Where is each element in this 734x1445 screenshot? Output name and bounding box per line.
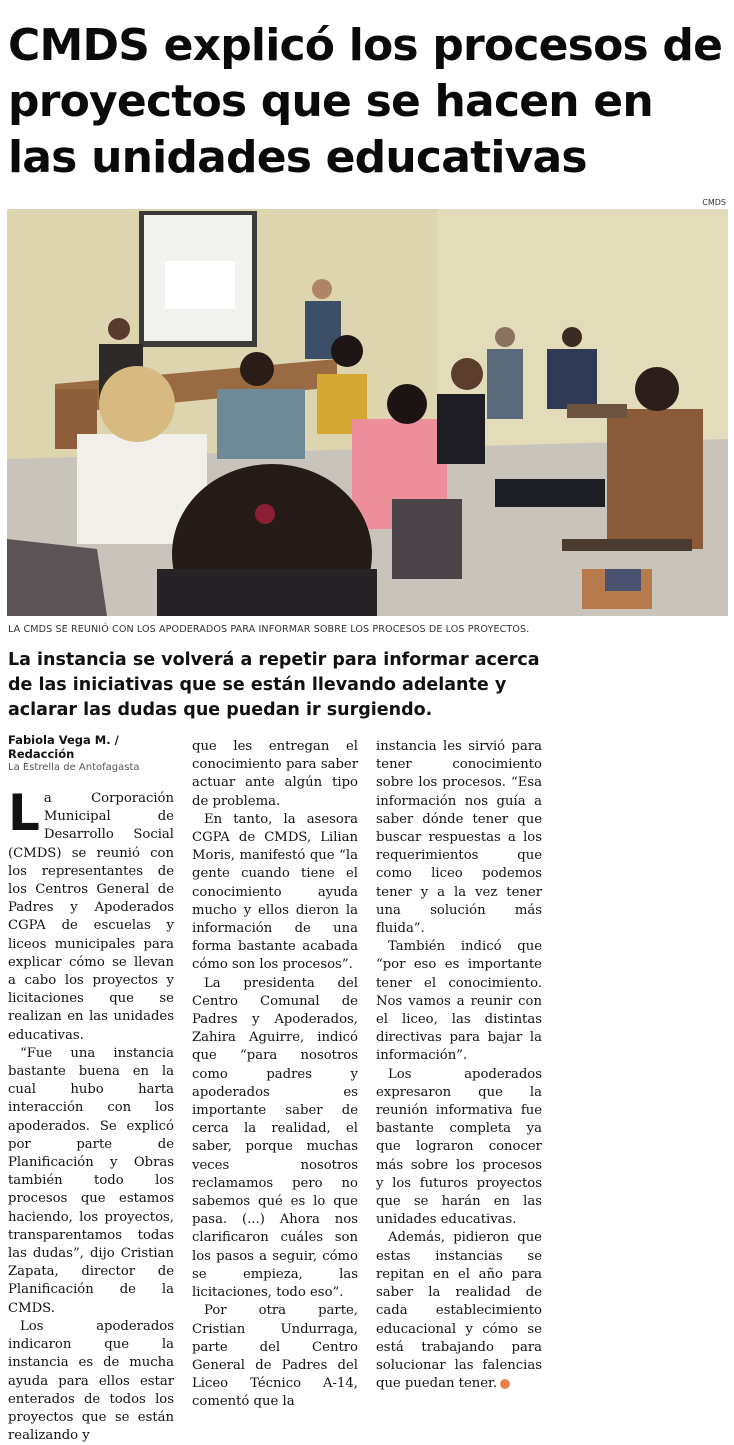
meeting-photo-illustration [7, 209, 728, 616]
drop-cap: L [8, 784, 40, 842]
paragraph: Los apoderados expresaron que la reunión informativa fue bastante completa ya que lograron conocer más sobre los procesos y los futuros proyectos que se harán en las unidades educativas. [376, 1066, 542, 1228]
outlet-name: La Estrella de Antofagasta [8, 762, 140, 773]
photo-caption: LA CMDS SE REUNIÓ CON LOS APODERADOS PARA INFORMAR SOBRE LOS PROCESOS DE LOS PROYECTOS. [8, 624, 530, 635]
paragraph-text: Además, pidieron que estas instancias se repitan en el año para saber la realidad de cada establecimiento educacional y cómo se está trabajando para solucionar las falencias que puedan tener. [376, 1230, 542, 1392]
paragraph: La presidenta del Centro Comunal de Padres y Apoderados, Zahira Aguirre, indicó que “para nosotros como padres y apoderados es importante saber de cerca la realidad, el saber, porque muchas veces nosotros reclamamos pero no sabemos qué es lo que pasa. (...) Ahora nos clarificaron cuáles son los pasos a seguir, cómo se empieza, las licitaciones, todo eso”. [192, 975, 358, 1301]
paragraph: que les entregan el conocimiento para saber actuar ante algún tipo de problema. [192, 739, 358, 809]
article-column-3 [376, 738, 542, 1393]
paragraph: “Fue una instancia bastante buena en la cual hubo harta interacción con los apoderados. Se explicó por parte de Planificación y Obras también todo los procesos que estamos haciendo, los proyectos, transparentamos todas las dudas”, dijo Cristian Zapata, director de Planificación de la CMDS. [8, 1045, 174, 1316]
paragraph-text: a Corporación Municipal de Desarrollo Social (CMDS) se reunió con los representantes de los Centros General de Padres y Apoderados CGPA de escuelas y liceos municipales para explicar cómo se llevan a cabo los proyectos y licitaciones que se realizan en las unidades educativas. [8, 791, 174, 1043]
deck-subtitle: La instancia se volverá a repetir para informar acerca de las iniciativas que se están llevando adelante y aclarar las dudas que puedan ir surgiendo. [8, 650, 540, 720]
article-column-1 [8, 784, 174, 1445]
paragraph [8, 784, 174, 1045]
paragraph: Por otra parte, Cristian Undurraga, parte del Centro General de Padres del Liceo Técnico A-14, comentó que la [192, 1303, 358, 1410]
article-column-2 [192, 738, 358, 1412]
paragraph: Los apoderados indicaron que la instancia es de mucha ayuda para ellos estar enterados de todos los proyectos que se están realizando y [8, 1318, 174, 1444]
paragraph: instancia les sirvió para tener conocimiento sobre los procesos. “Esa información nos guía a saber dónde tener que buscar respuestas a los requerimientos que como liceo podemos tener y a la vez tener una solución más fluida”. [376, 739, 542, 937]
article-photo [7, 209, 728, 616]
photo-credit: CMDS [702, 198, 726, 207]
end-of-article-icon [500, 1379, 510, 1389]
paragraph [376, 1229, 542, 1393]
byline [8, 733, 183, 774]
author-name: Fabiola Vega M. / Redacción [8, 733, 119, 761]
paragraph: En tanto, la asesora CGPA de CMDS, Lilian Moris, manifestó que “la gente cuando tiene el conocimiento ayuda mucho y ellos dieron la información de una forma bastante acabada cómo son los procesos”. [192, 811, 358, 973]
paragraph: También indicó que “por eso es importante tener el conocimiento. Nos vamos a reunir con el liceo, las distintas directivas para bajar la información”. [376, 939, 542, 1064]
headline: CMDS explicó los procesos de proyectos que se hacen en las unidades educativas [8, 20, 723, 183]
